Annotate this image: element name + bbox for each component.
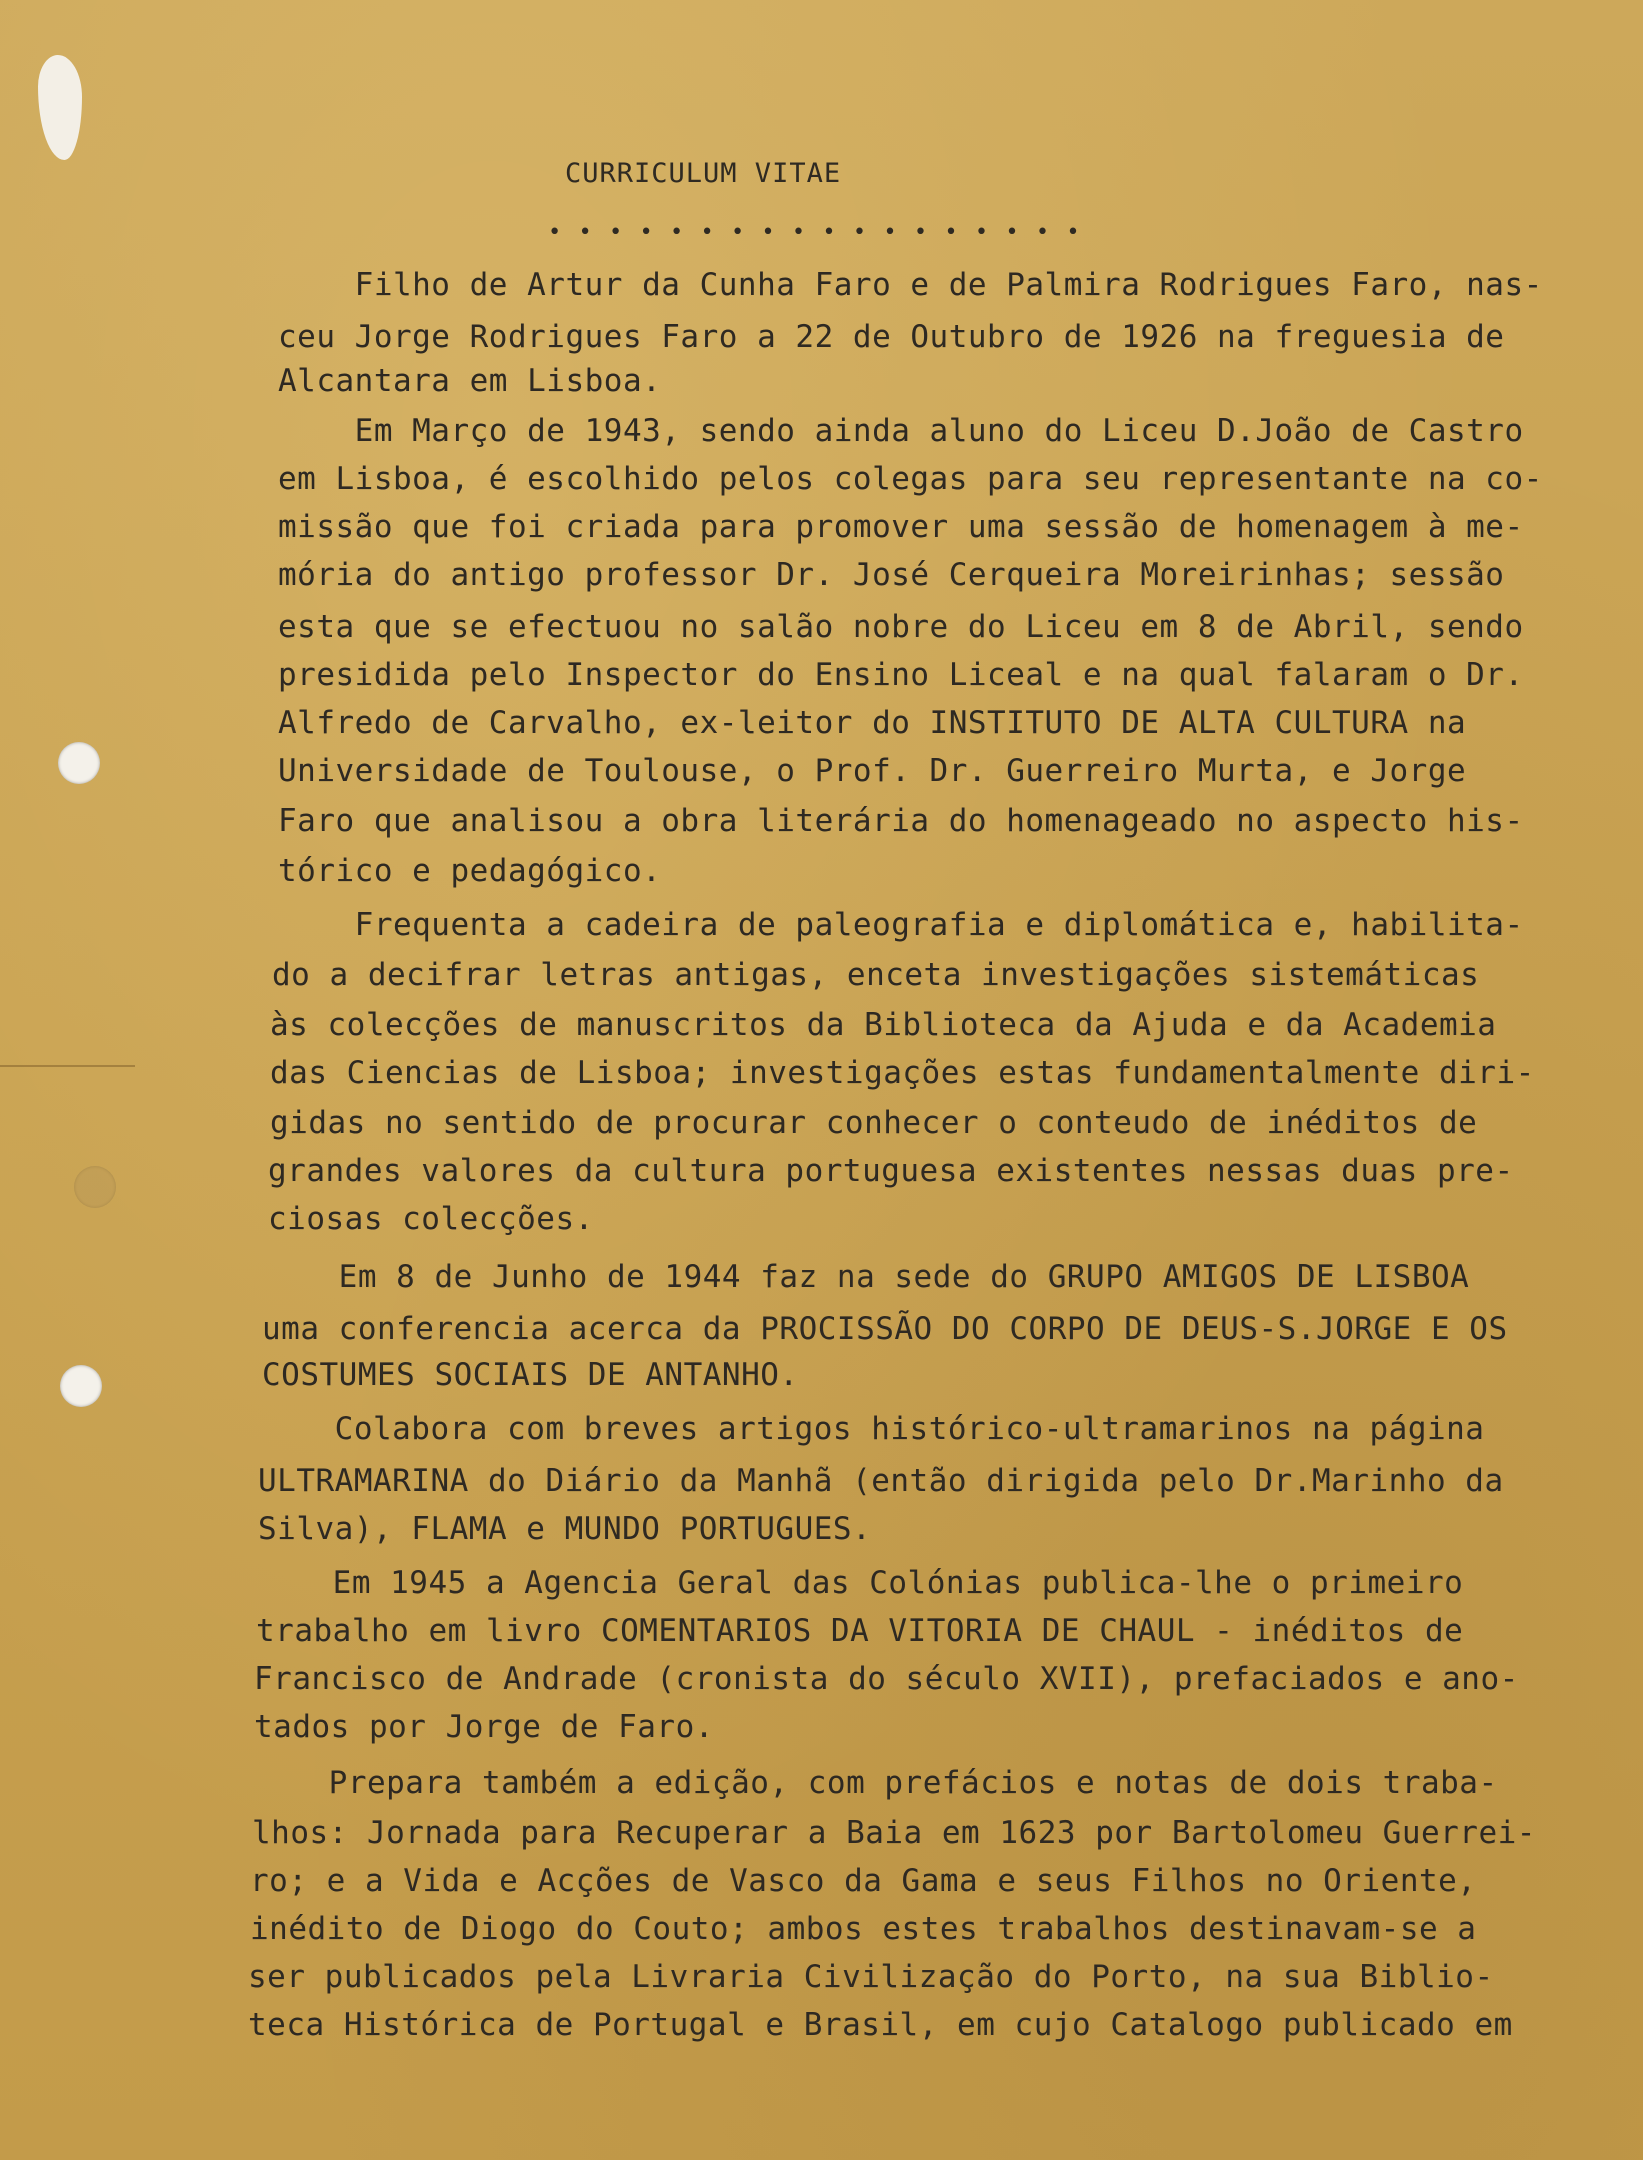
text-line: ser publicados pela Livraria Civilização do Porto, na sua Biblio-: [248, 1959, 1494, 1995]
text-line: tados por Jorge de Faro.: [254, 1709, 714, 1745]
text-line: ULTRAMARINA do Diário da Manhã (então dirigida pelo Dr.Marinho da: [258, 1463, 1504, 1499]
text-line: ro; e a Vida e Acções de Vasco da Gama e seus Filhos no Oriente,: [250, 1863, 1477, 1899]
text-line: Filho de Artur da Cunha Faro e de Palmira Rodrigues Faro, nas-: [278, 267, 1543, 303]
text-line: Em 1945 a Agencia Geral das Colónias publica-lhe o primeiro: [256, 1565, 1464, 1601]
text-line: Alfredo de Carvalho, ex-leitor do INSTITUTO DE ALTA CULTURA na: [278, 705, 1467, 741]
punch-hole-upper: [58, 742, 100, 784]
text-line: Alcantara em Lisboa.: [278, 363, 662, 399]
text-line: Em 8 de Junho de 1944 faz na sede do GRUPO AMIGOS DE LISBOA: [262, 1259, 1470, 1295]
heading-separator: • • • • • • • • • • • • • • • • • •: [548, 220, 1082, 245]
text-line: missão que foi criada para promover uma sessão de homenagem à me-: [278, 509, 1524, 545]
text-line: presidida pelo Inspector do Ensino Liceal e na qual falaram o Dr.: [278, 657, 1524, 693]
text-line: esta que se efectuou no salão nobre do Liceu em 8 de Abril, sendo: [278, 609, 1524, 645]
document-heading: CURRICULUM VITAE: [565, 158, 842, 189]
text-line: das Ciencias de Lisboa; investigações estas fundamentalmente diri-: [270, 1055, 1535, 1091]
text-line: do a decifrar letras antigas, enceta investigações sistemáticas: [272, 957, 1480, 993]
text-line: teca Histórica de Portugal e Brasil, em cujo Catalogo publicado em: [248, 2007, 1513, 2043]
text-line: uma conferencia acerca da PROCISSÃO DO CORPO DE DEUS-S.JORGE E OS: [262, 1311, 1508, 1347]
text-line: COSTUMES SOCIAIS DE ANTANHO.: [262, 1357, 799, 1393]
text-line: mória do antigo professor Dr. José Cerqueira Moreirinhas; sessão: [278, 557, 1505, 593]
text-line: inédito de Diogo do Couto; ambos estes trabalhos destinavam-se a: [250, 1911, 1477, 1947]
torn-corner: [38, 55, 82, 160]
text-line: ceu Jorge Rodrigues Faro a 22 de Outubro de 1926 na freguesia de: [278, 319, 1505, 355]
text-line: Universidade de Toulouse, o Prof. Dr. Guerreiro Murta, e Jorge: [278, 753, 1467, 789]
text-line: às colecções de manuscritos da Biblioteca da Ajuda e da Academia: [270, 1007, 1497, 1043]
text-line: Prepara também a edição, com prefácios e notas de dois traba-: [252, 1765, 1498, 1801]
text-line: Em Março de 1943, sendo ainda aluno do Liceu D.João de Castro: [278, 413, 1524, 449]
text-line: gidas no sentido de procurar conhecer o conteudo de inéditos de: [270, 1105, 1478, 1141]
text-line: tórico e pedagógico.: [278, 853, 662, 889]
fold-crease: [0, 1065, 135, 1067]
text-line: Faro que analisou a obra literária do homenageado no aspecto his-: [278, 803, 1524, 839]
text-line: em Lisboa, é escolhido pelos colegas para seu representante na co-: [278, 461, 1543, 497]
punch-hole-lower: [60, 1365, 102, 1407]
text-line: Frequenta a cadeira de paleografia e diplomática e, habilita-: [278, 907, 1524, 943]
text-line: lhos: Jornada para Recuperar a Baia em 1623 por Bartolomeu Guerrei-: [252, 1815, 1536, 1851]
text-line: Silva), FLAMA e MUNDO PORTUGUES.: [258, 1511, 872, 1547]
text-line: grandes valores da cultura portuguesa existentes nessas duas pre-: [268, 1153, 1514, 1189]
text-line: trabalho em livro COMENTARIOS DA VITORIA DE CHAUL - inéditos de: [256, 1613, 1464, 1649]
text-line: ciosas colecções.: [268, 1201, 594, 1237]
text-line: Colabora com breves artigos histórico-ultramarinos na página: [258, 1411, 1485, 1447]
text-line: Francisco de Andrade (cronista do século XVII), prefaciados e ano-: [254, 1661, 1519, 1697]
punch-hole-middle: [74, 1166, 116, 1208]
